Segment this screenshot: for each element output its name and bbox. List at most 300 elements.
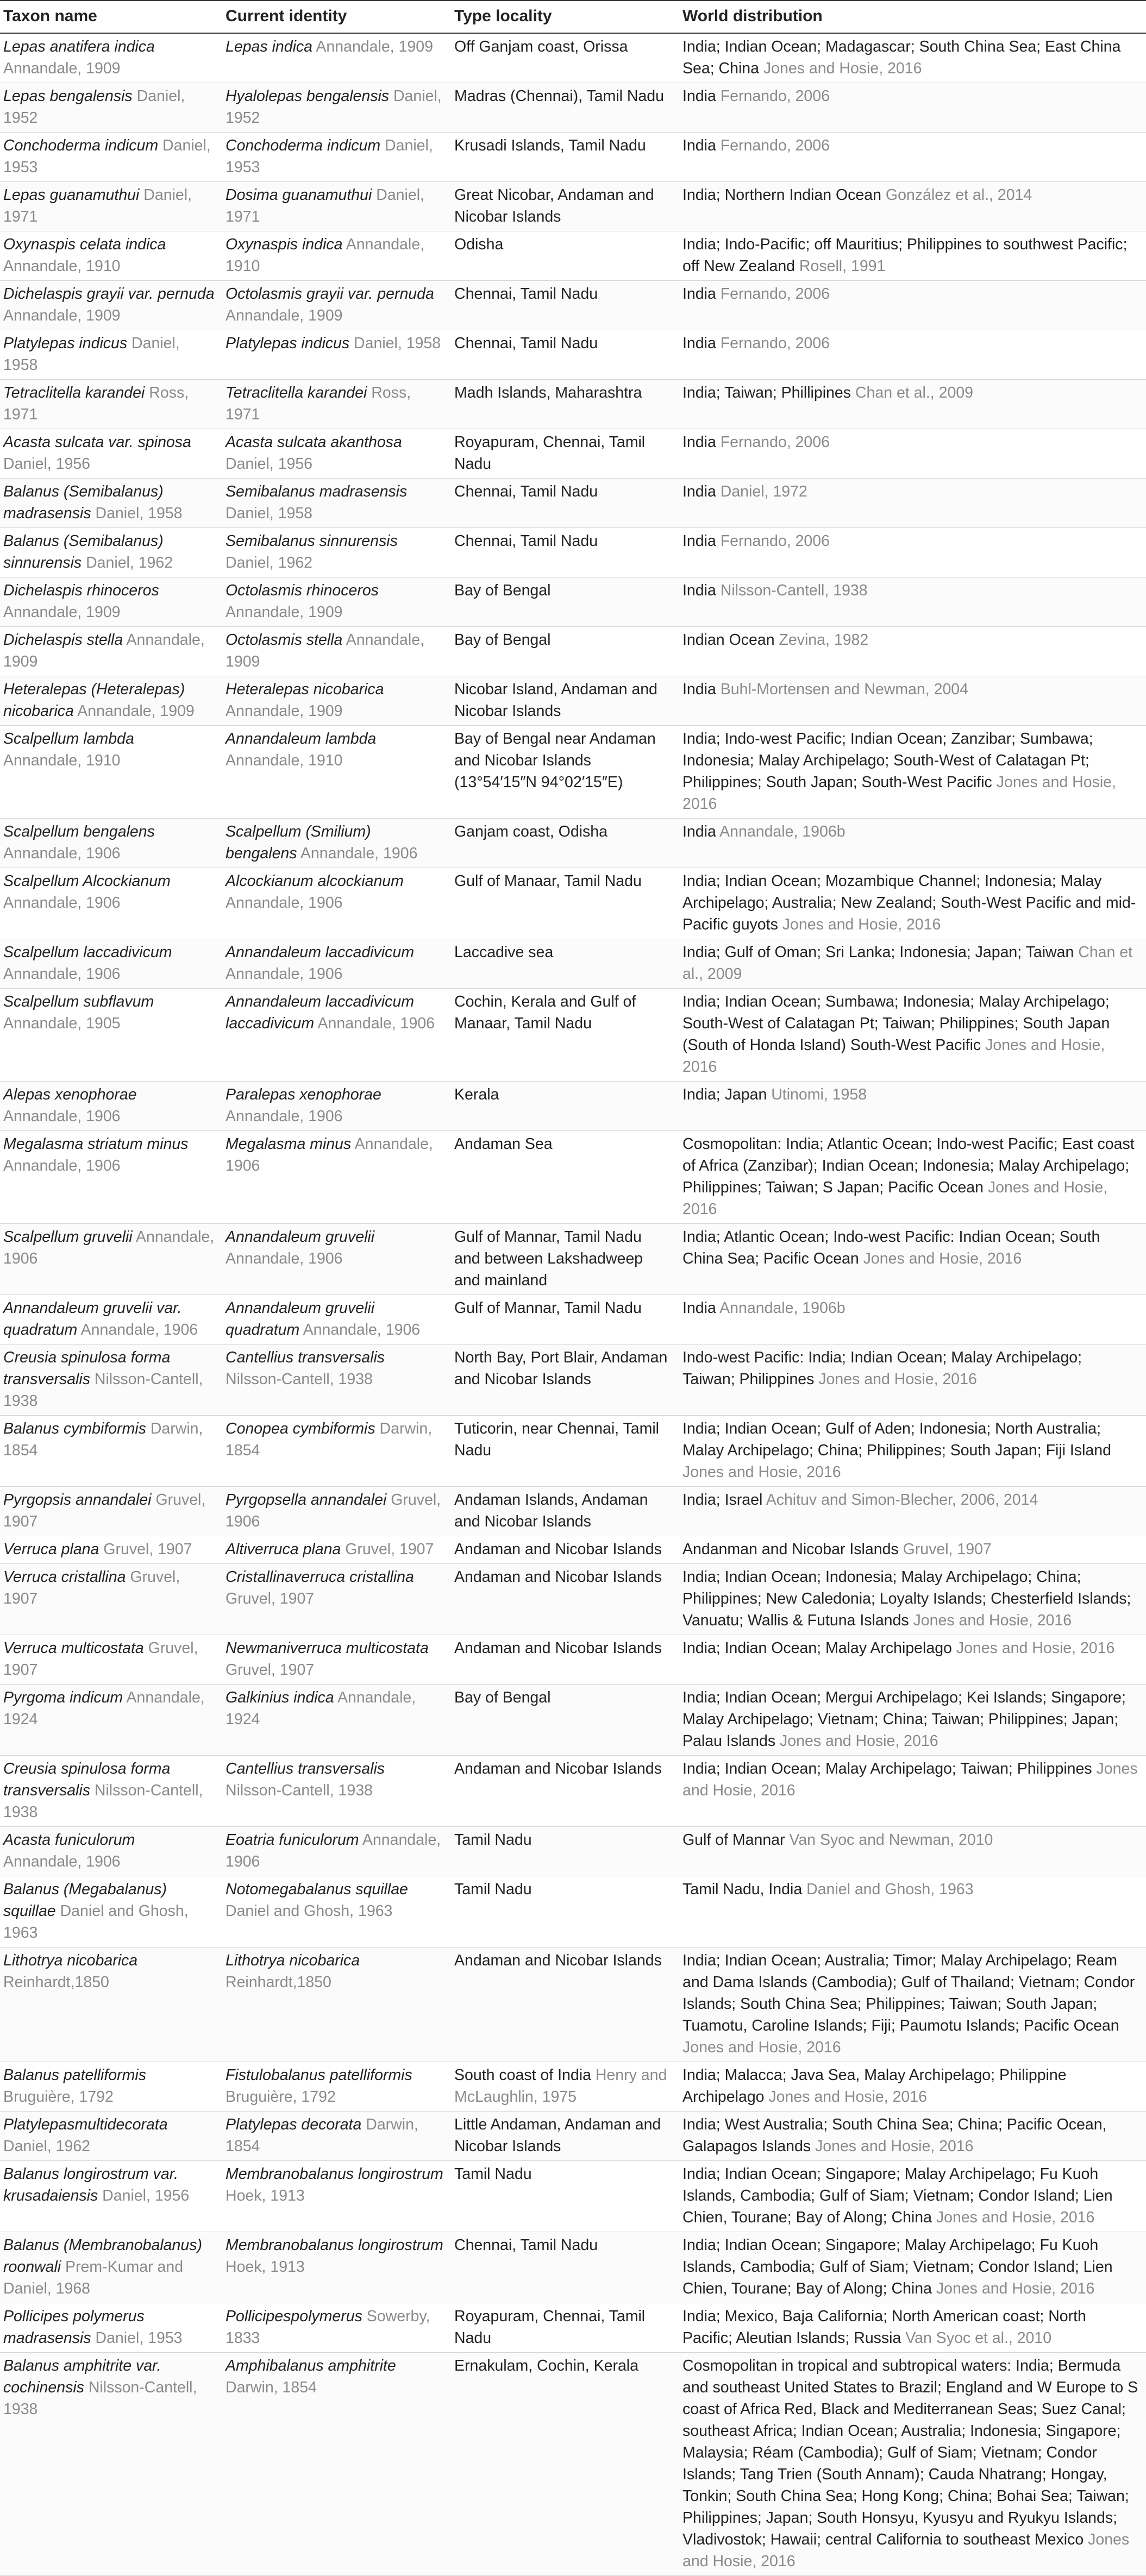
table-row — [0, 627, 1146, 676]
table-row — [0, 380, 1146, 429]
current-identity-authority: Annandale, 1909 — [226, 604, 343, 621]
taxon-name: Lepas anatifera indica — [3, 38, 155, 55]
taxon-authority: Annandale, 1909 — [3, 60, 121, 77]
current-identity-cell — [222, 330, 451, 380]
taxon-authority: Darwin, 1854 — [3, 1420, 203, 1459]
distribution-citation: Jones and Hosie, 2016 — [764, 2088, 927, 2106]
current-identity-authority: Reinhardt,1850 — [226, 1974, 331, 1991]
world-distribution: India; Atlantic Ocean; Indo-west Pacific: Indian Ocean; South China Sea; Pacific Ocean — [682, 1228, 1100, 1267]
taxon-name-cell — [0, 1635, 222, 1685]
type-locality-cell — [451, 1536, 679, 1564]
world-distribution-cell — [679, 1947, 1146, 2062]
taxon-name-cell — [0, 2161, 222, 2232]
table-row — [0, 1564, 1146, 1635]
taxon-name: Lepas bengalensis — [3, 87, 133, 105]
current-identity-authority: Annandale, 1910 — [226, 236, 424, 275]
world-distribution-cell — [679, 2232, 1146, 2303]
world-distribution-cell — [679, 2161, 1146, 2232]
taxon-name-cell — [0, 2062, 222, 2112]
taxon-name-cell — [0, 819, 222, 868]
distribution-citation: Jones and Hosie, 2016 — [682, 1179, 1108, 1218]
taxon-name: Annandaleum gruvelii var. quadratum — [3, 1299, 182, 1339]
current-identity-name: Paralepas xenophorae — [226, 1086, 381, 1103]
world-distribution: Cosmopolitan in tropical and subtropical waters: India; Bermuda and southeast United States to Brazil; England and W Europe to S coast of Africa Red, Black and Mediterranean Seas; Suez Canal; southeast Africa; Indian Ocean; Australia; Indonesia; Singapore; Malaysia; Réam (Cambodia); Gulf of Siam; Vietnam; Condor Islands; Tang Trien (South Annam); Cauda Nhatrang; Hongay, Tonkin; South China Sea; Hong Kong; China; Bohai Sea; Taiwan; Philippines; Japan; South Honsyu, Kyusyu and Ryukyu Islands; Vladivostok; Hawaii; central California to southeast Mexico — [682, 2357, 1138, 2548]
current-identity-cell — [222, 231, 451, 281]
table-row — [0, 676, 1146, 726]
current-identity-cell — [222, 1344, 451, 1416]
type-locality: Gulf of Mannar, Tamil Nadu and between Lakshadweep and mainland — [454, 1228, 643, 1289]
taxon-name: Balanus cymbiformis — [3, 1420, 146, 1437]
taxon-authority: Gruvel, 1907 — [3, 1568, 180, 1607]
taxon-authority: Daniel, 1953 — [3, 137, 211, 176]
world-distribution: India; Israel — [682, 1491, 763, 1509]
distribution-citation: Rosell, 1991 — [795, 257, 886, 275]
current-identity-authority: Annandale, 1910 — [226, 752, 343, 769]
table-row — [0, 1536, 1146, 1564]
type-locality-cell — [451, 627, 679, 676]
taxon-name: Conchoderma indicum — [3, 137, 159, 154]
type-locality: Bay of Bengal near Andaman and Nicobar Islands (13°54′15″N 94°02′15″E) — [454, 730, 656, 791]
type-locality-cell — [451, 330, 679, 380]
taxon-authority: Annandale, 1906 — [3, 1228, 215, 1267]
taxon-authority: Bruguière, 1792 — [3, 2088, 114, 2106]
current-identity-cell — [222, 1082, 451, 1131]
current-identity-authority: Gruvel, 1907 — [226, 1661, 315, 1679]
current-identity-authority: Hoek, 1913 — [226, 2258, 305, 2276]
distribution-citation: Jones and Hosie, 2016 — [682, 774, 1116, 813]
current-identity-name: Cantellius transversalis — [226, 1760, 385, 1777]
current-identity-name: Octolasmis rhinoceros — [226, 582, 379, 599]
type-locality: Krusadi Islands, Tamil Nadu — [454, 137, 646, 154]
world-distribution: Cosmopolitan: India; Atlantic Ocean; Indo-west Pacific; East coast of Africa (Zanzibar); Indian Ocean; Indonesia; Malay Archipelago; Philippines; Taiwan; S Japan; Pacific Ocean — [682, 1135, 1135, 1196]
current-identity-cell — [222, 2062, 451, 2112]
table-row — [0, 726, 1146, 819]
table-row — [0, 1295, 1146, 1344]
taxon-name-cell — [0, 2353, 222, 2576]
taxon-authority: Reinhardt,1850 — [3, 1974, 109, 1991]
header-taxon-name: Taxon name — [0, 1, 222, 33]
taxon-authority: Prem-Kumar and Daniel, 1968 — [3, 2258, 184, 2297]
taxon-authority: Nilsson-Cantell, 1938 — [3, 2379, 197, 2418]
taxon-name-cell — [0, 1536, 222, 1564]
type-locality: Ganjam coast, Odisha — [454, 823, 608, 840]
current-identity-cell — [222, 868, 451, 939]
world-distribution: India — [682, 433, 716, 451]
current-identity-cell — [222, 182, 451, 231]
type-locality: Gulf of Manaar, Tamil Nadu — [454, 872, 642, 890]
current-identity-authority: Bruguière, 1792 — [226, 2088, 336, 2106]
current-identity-name: Lepas indica — [226, 38, 313, 55]
distribution-citation: Daniel and Ghosh, 1963 — [802, 1881, 974, 1898]
table-row — [0, 2303, 1146, 2353]
type-locality-cell — [451, 1131, 679, 1224]
current-identity-name: Megalasma minus — [226, 1135, 352, 1153]
type-locality-cell — [451, 2353, 679, 2576]
type-locality: Andaman Sea — [454, 1135, 553, 1153]
world-distribution: India — [682, 335, 716, 352]
current-identity-authority: Annandale, 1909 — [226, 307, 343, 324]
world-distribution-cell — [679, 281, 1146, 330]
table-row — [0, 939, 1146, 989]
current-identity-authority: Annandale, 1909 — [312, 38, 433, 55]
distribution-citation: Nilsson-Cantell, 1938 — [716, 582, 868, 599]
world-distribution-cell — [679, 1876, 1146, 1947]
current-identity-authority: Annandale, 1924 — [226, 1689, 416, 1728]
type-locality-cell — [451, 182, 679, 231]
header-current-identity: Current identity — [222, 1, 451, 33]
taxon-name-cell — [0, 182, 222, 231]
world-distribution: Indo-west Pacific: India; Indian Ocean; Malay Archipelago; Taiwan; Philippines — [682, 1349, 1082, 1388]
current-identity-cell — [222, 2303, 451, 2353]
world-distribution-cell — [679, 1416, 1146, 1487]
type-locality: Andaman and Nicobar Islands — [454, 1952, 662, 1969]
taxon-name: Acasta sulcata var. spinosa — [3, 433, 191, 451]
distribution-citation: Jones and Hosie, 2016 — [759, 60, 922, 77]
world-distribution: India; West Australia; South China Sea; China; Pacific Ocean, Galapagos Islands — [682, 2116, 1107, 2155]
world-distribution: India; Indian Ocean; Gulf of Aden; Indonesia; North Australia; Malay Archipelago; China; Philippines; South Japan; Fiji Island — [682, 1420, 1111, 1459]
taxon-name-cell — [0, 1295, 222, 1344]
taxon-name: Lepas guanamuthui — [3, 186, 140, 204]
type-locality-cell — [451, 2062, 679, 2112]
taxon-name: Platylepasmultidecorata — [3, 2116, 168, 2133]
table-row — [0, 281, 1146, 330]
world-distribution-cell — [679, 528, 1146, 577]
distribution-citation: Fernando, 2006 — [716, 433, 830, 451]
taxon-name: Scalpellum subflavum — [3, 993, 154, 1010]
type-locality-cell — [451, 1082, 679, 1131]
world-distribution: India; Indian Ocean; Mergui Archipelago; Kei Islands; Singapore; Malay Archipelago; Vietnam; China; Taiwan; Philippines; Japan; Palau Islands — [682, 1689, 1126, 1750]
table-row — [0, 1827, 1146, 1876]
type-locality: Bay of Bengal — [454, 631, 551, 649]
distribution-citation: Jones and Hosie, 2016 — [814, 1371, 977, 1388]
taxon-authority: Annandale, 1906 — [3, 894, 121, 912]
taxon-authority: Annandale, 1906 — [3, 1157, 121, 1174]
world-distribution-cell — [679, 1827, 1146, 1876]
world-distribution: Andanman and Nicobar Islands — [682, 1541, 899, 1558]
type-locality: Nicobar Island, Andaman and Nicobar Islands — [454, 681, 657, 720]
type-locality: Tamil Nadu — [454, 1831, 532, 1849]
current-identity-name: Platylepas indicus — [226, 335, 350, 352]
taxon-name: Verruca multicostata — [3, 1639, 144, 1657]
table-row — [0, 33, 1146, 83]
table-row — [0, 429, 1146, 479]
world-distribution: India — [682, 1299, 716, 1317]
type-locality-cell — [451, 2112, 679, 2161]
type-locality-cell — [451, 1224, 679, 1295]
world-distribution: India — [682, 681, 716, 698]
current-identity-name: Altiverruca plana — [226, 1541, 341, 1558]
current-identity-cell — [222, 83, 451, 133]
current-identity-authority: Ross, 1971 — [226, 384, 411, 423]
current-identity-cell — [222, 429, 451, 479]
type-locality-cell — [451, 231, 679, 281]
table-row — [0, 479, 1146, 528]
type-locality-citation: Henry and McLaughlin, 1975 — [454, 2066, 667, 2106]
type-locality: Off Ganjam coast, Orissa — [454, 38, 628, 55]
current-identity-cell — [222, 281, 451, 330]
distribution-citation: Fernando, 2006 — [716, 285, 830, 303]
world-distribution: India — [682, 285, 716, 303]
taxon-name-cell — [0, 528, 222, 577]
current-identity-authority: Annandale, 1906 — [226, 965, 343, 983]
distribution-citation: Jones and Hosie, 2016 — [682, 1036, 1105, 1076]
taxon-name-cell — [0, 1082, 222, 1131]
distribution-citation: Jones and Hosie, 2016 — [859, 1250, 1022, 1267]
type-locality: Odisha — [454, 236, 504, 253]
current-identity-cell — [222, 2353, 451, 2576]
type-locality-cell — [451, 380, 679, 429]
world-distribution: India; Indo-Pacific; off Mauritius; Philippines to southwest Pacific; off New Zealand — [682, 236, 1128, 275]
world-distribution-cell — [679, 1756, 1146, 1827]
world-distribution-cell — [679, 2303, 1146, 2353]
taxon-name: Verruca cristallina — [3, 1568, 126, 1586]
current-identity-cell — [222, 1295, 451, 1344]
current-identity-name: Dosima guanamuthui — [226, 186, 372, 204]
current-identity-name: Hyalolepas bengalensis — [226, 87, 390, 105]
current-identity-authority: Darwin, 1854 — [226, 1420, 433, 1459]
current-identity-name: Annandaleum gruvelii quadratum — [226, 1299, 375, 1339]
table-row — [0, 1131, 1146, 1224]
taxon-name: Acasta funiculorum — [3, 1831, 135, 1849]
taxon-name: Scalpellum lambda — [3, 730, 134, 747]
taxon-authority: Daniel, 1958 — [91, 505, 183, 522]
taxon-authority: Annandale, 1924 — [3, 1689, 205, 1728]
current-identity-name: Eoatria funiculorum — [226, 1831, 359, 1849]
current-identity-cell — [222, 1224, 451, 1295]
taxon-name-cell — [0, 33, 222, 83]
world-distribution: India — [682, 823, 716, 840]
table-row — [0, 1947, 1146, 2062]
taxon-name-cell — [0, 429, 222, 479]
type-locality: Andaman Islands, Andaman and Nicobar Islands — [454, 1491, 648, 1530]
taxon-name: Balanus (Megabalanus) squillae — [3, 1881, 167, 1920]
taxon-name: Scalpellum gruvelii — [3, 1228, 133, 1246]
world-distribution: Indian Ocean — [682, 631, 775, 649]
taxon-name-cell — [0, 1947, 222, 2062]
table-row — [0, 819, 1146, 868]
taxon-name-cell — [0, 1224, 222, 1295]
world-distribution: India; Indian Ocean; Australia; Timor; Malay Archipelago; Ream and Dama Islands (Cambodia); Gulf of Thailand; Vietnam; Condor Islands; South China Sea; Philippines; Taiwan; South Japan; Tuamotu, Caroline Islands; Fiji; Paumotu Islands; Pacific Ocean — [682, 1952, 1135, 2034]
type-locality-cell — [451, 479, 679, 528]
taxon-authority: Nilsson-Cantell, 1938 — [3, 1371, 203, 1410]
taxon-authority: Daniel, 1971 — [3, 186, 192, 225]
type-locality: Kerala — [454, 1086, 499, 1103]
world-distribution: India — [682, 483, 716, 500]
taxon-name-cell — [0, 83, 222, 133]
current-identity-cell — [222, 479, 451, 528]
type-locality-cell — [451, 819, 679, 868]
world-distribution-cell — [679, 182, 1146, 231]
world-distribution-cell — [679, 1685, 1146, 1756]
taxon-name-cell — [0, 1756, 222, 1827]
taxon-name: Alepas xenophorae — [3, 1086, 137, 1103]
world-distribution-cell — [679, 330, 1146, 380]
type-locality: Ernakulam, Cochin, Kerala — [454, 2357, 638, 2374]
table-row — [0, 231, 1146, 281]
distribution-citation: Van Syoc and Newman, 2010 — [785, 1831, 993, 1849]
taxon-name: Oxynaspis celata indica — [3, 236, 166, 253]
taxon-name-cell — [0, 231, 222, 281]
world-distribution-cell — [679, 577, 1146, 627]
current-identity-cell — [222, 1536, 451, 1564]
world-distribution: Tamil Nadu, India — [682, 1881, 803, 1898]
table-row — [0, 1224, 1146, 1295]
type-locality: Tamil Nadu — [454, 1881, 532, 1898]
current-identity-name: Galkinius indica — [226, 1689, 334, 1706]
distribution-citation: Jones and Hosie, 2016 — [682, 2039, 841, 2056]
distribution-citation: Annandale, 1906b — [716, 1299, 846, 1317]
world-distribution: India; Mexico, Baja California; North American coast; North Pacific; Aleutian Islands; Russia — [682, 2308, 1086, 2347]
current-identity-name: Membranobalanus longirostrum — [226, 2236, 443, 2254]
taxon-authority: Daniel, 1956 — [3, 455, 91, 473]
world-distribution-cell — [679, 1082, 1146, 1131]
taxon-name: Balanus longirostrum var. krusadaiensis — [3, 2165, 179, 2204]
current-identity-cell — [222, 577, 451, 627]
type-locality-cell — [451, 429, 679, 479]
type-locality: Cochin, Kerala and Gulf of Manaar, Tamil Nadu — [454, 993, 636, 1032]
taxon-name: Heteralepas (Heteralepas) nicobarica — [3, 681, 185, 720]
taxon-authority: Annandale, 1906 — [3, 1853, 121, 1870]
type-locality-cell — [451, 33, 679, 83]
type-locality-cell — [451, 577, 679, 627]
taxon-authority: Nilsson-Cantell, 1938 — [3, 1782, 203, 1821]
taxon-name-cell — [0, 1827, 222, 1876]
table-row — [0, 528, 1146, 577]
current-identity-cell — [222, 133, 451, 182]
taxon-authority: Ross, 1971 — [3, 384, 189, 423]
current-identity-authority: Daniel and Ghosh, 1963 — [226, 1902, 393, 1920]
current-identity-name: Notomegabalanus squillae — [226, 1881, 408, 1898]
distribution-citation: Jones and Hosie, 2016 — [909, 1612, 1072, 1629]
world-distribution: India; Indian Ocean; Sumbawa; Indonesia; Malay Archipelago; South-West of Calatagan Pt; Taiwan; Philippines; South Japan (South of Honda Island) South-West Pacific — [682, 993, 1110, 1054]
world-distribution-cell — [679, 380, 1146, 429]
distribution-citation: Jones and Hosie, 2016 — [951, 1639, 1115, 1657]
taxon-name-cell — [0, 577, 222, 627]
current-identity-name: Conchoderma indicum — [226, 137, 381, 154]
taxon-name-cell — [0, 330, 222, 380]
type-locality-cell — [451, 1947, 679, 2062]
type-locality-cell — [451, 1564, 679, 1635]
current-identity-cell — [222, 1131, 451, 1224]
current-identity-cell — [222, 1685, 451, 1756]
world-distribution: India; Indian Ocean; Malay Archipelago; Taiwan; Philippines — [682, 1760, 1092, 1777]
type-locality-cell — [451, 1295, 679, 1344]
world-distribution: India; Indian Ocean; Singapore; Malay Archipelago; Fu Kuoh Islands, Cambodia; Gulf of Siam; Vietnam; Condor Island; Lien Chien, Tourane; Bay of Along; China — [682, 2236, 1113, 2297]
type-locality-cell — [451, 281, 679, 330]
table-row — [0, 1487, 1146, 1536]
current-identity-cell — [222, 1564, 451, 1635]
taxon-name-cell — [0, 627, 222, 676]
taxon-name-cell — [0, 676, 222, 726]
distribution-citation: Buhl-Mortensen and Newman, 2004 — [716, 681, 968, 698]
distribution-citation: Achituv and Simon-Blecher, 2006, 2014 — [762, 1491, 1038, 1509]
current-identity-name: Acasta sulcata akanthosa — [226, 433, 402, 451]
type-locality: Andaman and Nicobar Islands — [454, 1760, 662, 1777]
taxon-name-cell — [0, 939, 222, 989]
current-identity-name: Octolasmis stella — [226, 631, 343, 649]
type-locality: South coast of India — [454, 2066, 591, 2084]
current-identity-name: Annandaleum laccadivicum laccadivicum — [226, 993, 414, 1032]
type-locality: Andaman and Nicobar Islands — [454, 1541, 662, 1558]
world-distribution-cell — [679, 33, 1146, 83]
taxon-name: Tetraclitella karandei — [3, 384, 145, 401]
current-identity-authority: Sowerby, 1833 — [226, 2308, 430, 2347]
taxon-name: Balanus (Membranobalanus) roonwali — [3, 2236, 202, 2276]
current-identity-authority: Annandale, 1909 — [226, 702, 343, 720]
taxon-authority: Annandale, 1910 — [3, 752, 121, 769]
table-row — [0, 182, 1146, 231]
taxon-name: Dichelaspis stella — [3, 631, 123, 649]
taxon-name-cell — [0, 1344, 222, 1416]
current-identity-authority: Annandale, 1906 — [226, 1135, 433, 1174]
table-row — [0, 1416, 1146, 1487]
type-locality: Great Nicobar, Andaman and Nicobar Islands — [454, 186, 654, 225]
current-identity-cell — [222, 1487, 451, 1536]
table-row — [0, 868, 1146, 939]
current-identity-authority: Daniel, 1956 — [226, 455, 313, 473]
taxon-name-cell — [0, 989, 222, 1082]
distribution-citation: Fernando, 2006 — [716, 137, 830, 154]
taxon-name: Balanus (Semibalanus) madrasensis — [3, 483, 164, 522]
distribution-citation: Fernando, 2006 — [716, 335, 830, 352]
world-distribution-cell — [679, 1344, 1146, 1416]
world-distribution-cell — [679, 429, 1146, 479]
type-locality: Tuticorin, near Chennai, Tamil Nadu — [454, 1420, 660, 1459]
type-locality-cell — [451, 1487, 679, 1536]
distribution-citation: Jones and Hosie, 2016 — [682, 1463, 841, 1481]
current-identity-name: Newmaniverruca multicostata — [226, 1639, 429, 1657]
taxon-name: Verruca plana — [3, 1541, 99, 1558]
type-locality-cell — [451, 939, 679, 989]
table-row — [0, 2353, 1146, 2576]
table-row — [0, 2112, 1146, 2161]
taxon-authority: Annandale, 1906 — [77, 1321, 198, 1339]
type-locality-cell — [451, 1635, 679, 1685]
world-distribution: India; Indo-west Pacific; Indian Ocean; Zanzibar; Sumbawa; Indonesia; Malay Archipelago; South-West of Calatagan Pt; Philippines; South Japan; South-West Pacific — [682, 730, 1093, 791]
type-locality: Andaman and Nicobar Islands — [454, 1568, 662, 1586]
current-identity-name: Pollicipespolymerus — [226, 2308, 362, 2325]
current-identity-cell — [222, 1756, 451, 1827]
taxon-name-cell — [0, 1564, 222, 1635]
taxon-authority: Annandale, 1905 — [3, 1015, 121, 1032]
world-distribution: India; Malacca; Java Sea, Malay Archipelago; Philippine Archipelago — [682, 2066, 1067, 2106]
world-distribution-cell — [679, 2062, 1146, 2112]
taxon-name-cell — [0, 1131, 222, 1224]
world-distribution-cell — [679, 676, 1146, 726]
current-identity-name: Cantellius transversalis — [226, 1349, 385, 1366]
world-distribution: India; Indian Ocean; Singapore; Malay Archipelago; Fu Kuoh Islands, Cambodia; Gulf of Siam; Vietnam; Condor Island; Lien Chien, Tourane; Bay of Along; China — [682, 2165, 1113, 2226]
current-identity-cell — [222, 528, 451, 577]
current-identity-cell — [222, 1416, 451, 1487]
taxon-name-cell — [0, 479, 222, 528]
taxon-name: Megalasma striatum minus — [3, 1135, 189, 1153]
current-identity-name: Conopea cymbiformis — [226, 1420, 375, 1437]
current-identity-name: Membranobalanus longirostrum — [226, 2165, 443, 2183]
world-distribution-cell — [679, 83, 1146, 133]
type-locality: Royapuram, Chennai, Tamil Nadu — [454, 2308, 646, 2347]
taxon-authority: Annandale, 1909 — [73, 702, 195, 720]
taxon-name: Pyrgoma indicum — [3, 1689, 123, 1706]
taxon-name-cell — [0, 281, 222, 330]
current-identity-cell — [222, 2112, 451, 2161]
world-distribution: India; Gulf of Oman; Sri Lanka; Indonesia; Japan; Taiwan — [682, 944, 1074, 961]
type-locality-cell — [451, 989, 679, 1082]
current-identity-cell — [222, 1635, 451, 1685]
type-locality: Madras (Chennai), Tamil Nadu — [454, 87, 664, 105]
current-identity-name: Octolasmis grayii var. pernuda — [226, 285, 434, 303]
current-identity-authority: Annandale, 1906 — [299, 1321, 421, 1339]
type-locality: Chennai, Tamil Nadu — [454, 2236, 598, 2254]
